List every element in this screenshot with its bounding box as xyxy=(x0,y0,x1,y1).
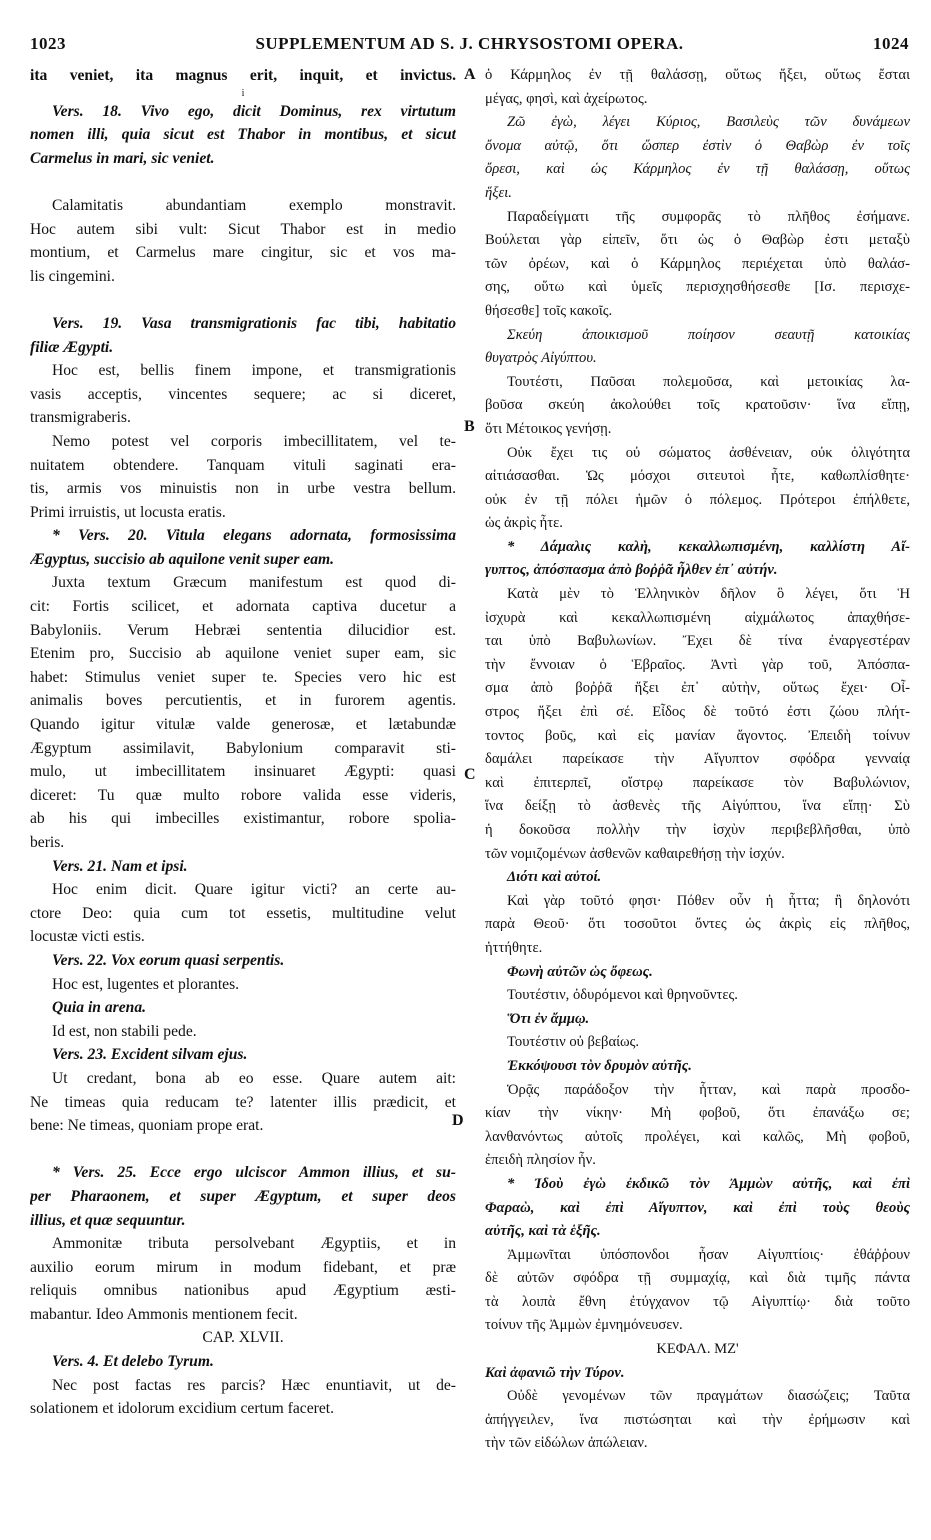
text-line: καὶ ἐπιτερπεῖ, οἴστρῳ παρείκασε τὸν Βαβυλώνιον, xyxy=(485,774,910,791)
text-line: ἰσχυρὰ καὶ κεκαλλωπισμένη αἰχμάλωτος ἀπαχθήσε- xyxy=(485,609,910,626)
text-line: Hoc autem sibi vult: Sicut Thabor est in medio xyxy=(30,220,456,238)
greek-column xyxy=(485,64,910,1456)
text-line: κίαν τὴν νίκην· Μὴ φοβοῦ, ὅτι ἐπανάξω σε; xyxy=(485,1105,910,1122)
text-line: ctore Deo: quia cum tot essetis, multitudine velut xyxy=(30,904,456,922)
text-line: Hoc est, bellis finem impone, et transmigrationis xyxy=(52,362,456,380)
text-line: τὰ λοιπὰ ἔθνη ἐτύγχανον τῷ Αἰγυπτίῳ· διὰ τοῦτο xyxy=(485,1293,910,1310)
text-line: Hoc est, lugentes et plorantes. xyxy=(52,975,240,993)
text-line: Ægyptum assimilavit, Babylonium comparavit sti- xyxy=(30,739,456,757)
text-line: diceret: Tu quæ multo robore valida esse videris, xyxy=(30,786,456,804)
text-line: θήσεσθε] τοῖς κακοῖς. xyxy=(485,302,613,319)
text-line: τῶν ὀρέων, καὶ ὁ Κάρμηλος περιέχεται ὑπὸ θαλάσ- xyxy=(485,255,910,272)
text-line: ita veniet, ita magnus erit, inquit, et invictus. xyxy=(30,67,456,84)
text-line: Quando igitur vitulæ valde generosæ, et lætabundæ xyxy=(30,716,456,734)
verse-heading: * Ἰδοὺ ἐγὼ ἐκδικῶ τὸν Ἀμμὼν αὐτῆς, καὶ ἐπὶ xyxy=(507,1175,910,1192)
verse-heading: Vers. 19. Vasa transmigrationis fac tibi, habitatio xyxy=(52,314,456,332)
text-line: ἡ δοκοῦσα πολλὴν τὴν ἰσχὺν περιβεβλῆσθαι, ὑπὸ xyxy=(485,822,910,838)
spacer xyxy=(30,288,456,312)
text-line: Ὁρᾷς παράδοξον τὴν ἧτταν, καὶ παρὰ προσδο- xyxy=(507,1081,910,1098)
text-line: reliquis omnibus nationibus apud Ægyptium æsti- xyxy=(30,1282,456,1300)
spacer xyxy=(30,1138,456,1162)
text-line: animalis boves percutientis, et in furorem agentis. xyxy=(30,692,456,710)
text-line: i xyxy=(241,87,245,99)
text-line: βοῦσα σκεύη ἀκολούθει τοῖς κρατοῦσιν· ἵνα εἴπῃ, xyxy=(485,397,910,414)
text-line: τοντος βοῦς, καὶ εἰς μανίαν ἄγοντος. Ἐπειδὴ τοίνυν xyxy=(485,727,910,744)
verse-heading: Ἐκκόψουσι τὸν δρυμὸν αὐτῆς. xyxy=(507,1057,692,1074)
verse-text: Quia in arena. xyxy=(52,999,147,1017)
running-header xyxy=(30,34,909,60)
text-line: λανθανόντως αὐτοῖς προλέγει, καὶ καλῶς, Μὴ φοβοῦ, xyxy=(485,1128,910,1145)
text-line: ἀπήγγειλεν, ἵνα πιστώσηται καὶ τὴν ἐρήμωσιν καὶ xyxy=(485,1411,910,1428)
text-line: Τουτέστιν, ὀδυρόμενοι καὶ θρηνοῦντες. xyxy=(507,987,738,1004)
text-line: tis, armis vos minuistis non in urbe vestra bellum. xyxy=(30,480,456,498)
verse-text: ὄνομα αὐτῷ, ὅτι ὥσπερ ἐστὶν ὁ Θαβὼρ ἐν τοῖς xyxy=(485,137,910,154)
text-line: Id est, non stabili pede. xyxy=(52,1022,197,1040)
text-line: mabantur. Ideo Ammonis mentionem fecit. xyxy=(30,1305,298,1323)
text-line: τὴν ἔννοιαν ὁ Ἑβραῖος. Ἀντὶ γὰρ τοῦ, Ἀπόσπα- xyxy=(485,656,910,673)
text-line: δαμάλει παρείκασε τὴν Αἴγυπτον σφόδρα γενναίᾳ xyxy=(485,751,910,768)
text-line: vasis acceptis, vincentes sequere; ac si diceret, xyxy=(30,385,456,403)
page-number-right: 1024 xyxy=(873,34,909,53)
text-line: Ut credant, bona ab eo esse. Quare autem ait: xyxy=(52,1069,456,1087)
text-line: τῶν νομιζομένων ἀσθενῶν καθαιρεθήσῃ τὴν ἰσχύν. xyxy=(485,845,785,862)
verse-text: per Pharaonem, et super Ægyptum, et super deos xyxy=(30,1187,456,1205)
text-line: ab his qui imbecilles existimantur, robore spolia- xyxy=(30,810,456,828)
spacer xyxy=(30,170,456,194)
text-line: σης, οὕτω καὶ ὑμεῖς περισχησθήσεσθε [Ισ. περισχε- xyxy=(485,279,910,296)
text-line: Τουτέστιν οὐ βεβαίως. xyxy=(507,1034,640,1051)
text-line: locustæ victi estis. xyxy=(30,928,145,946)
text-line: Babyloniis. Verum Hebræi sententia dilucidior est. xyxy=(30,621,456,639)
verse-text: nomen illi, quia sicut est Thabor in montibus, et sicut xyxy=(30,126,456,144)
text-line: Hoc enim dicit. Quare igitur victi? an certe au- xyxy=(52,881,456,899)
text-line: lis cingemini. xyxy=(30,267,115,285)
verse-text: Φαραὼ, καὶ ἐπὶ Αἴγυπτον, καὶ ἐπὶ τοὺς θεοὺς xyxy=(485,1199,910,1216)
text-line: αἰτιάσασθαι. Ὡς μόσχοι σιτευτοὶ ἦτε, καθωπλίσθητε· xyxy=(485,468,910,485)
text-line: Primi irruistis, ut locusta eratis. xyxy=(30,503,226,521)
text-line: Οὐκ ἔχει τις οὐ σώματος ἀσθένειαν, οὐκ ὀλιγότητα xyxy=(507,444,910,461)
verse-heading: Vers. 22. Vox eorum quasi serpentis. xyxy=(52,951,285,969)
text-line: Calamitatis abundantiam exemplo monstravit. xyxy=(52,196,456,214)
text-line: Καὶ γὰρ τοῦτό φησι· Πόθεν οὖν ἡ ἧττα; ἢ δηλονότι xyxy=(507,892,910,909)
text-line: μέγας, φησὶ, καὶ ἀχείρωτος. xyxy=(485,90,648,107)
verse-heading: Σκεύη ἀποικισμοῦ ποίησον σεαυτῇ κατοικίας xyxy=(507,326,910,343)
verse-heading: Φωνὴ αὐτῶν ὡς ὄφεως. xyxy=(507,963,653,980)
text-line: mulo, ut imbecillitatem insinuaret Ægypti: quasi xyxy=(30,763,456,781)
text-line: Οὐδὲ γενομένων τῶν πραγμάτων διασώζεις; Ταῦτα xyxy=(507,1388,910,1405)
text-line: bene: Ne timeas, quoniam prope erat. xyxy=(30,1117,264,1135)
text-line: Τουτέστι, Παῦσαι πολεμοῦσα, καὶ μετοικίας λα- xyxy=(507,373,910,390)
text-line: cit: Fortis scilicet, et adornata captiva ducetur a xyxy=(30,598,456,616)
text-line: montium, et Carmelus mare cingitur, sic et vos ma- xyxy=(30,244,456,262)
verse-text: γυπτος, ἀπόσπασμα ἀπὸ βοῤῥᾶ ἦλθεν ἐπ᾽ αὐτήν. xyxy=(485,562,778,579)
text-line: τὴν τῶν εἰδώλων ἀπώλειαν. xyxy=(485,1435,648,1452)
text-line: Juxta textum Græcum manifestum est quod di- xyxy=(52,574,456,592)
text-line: habet: Stimulus veniet super te. Species vero hic est xyxy=(30,668,456,686)
verse-heading: Ζῶ ἐγὼ, λέγει Κύριος, Βασιλεὺς τῶν δυνάμεων xyxy=(507,114,910,131)
text-line: ὡς ἀκρὶς ἦτε. xyxy=(485,515,563,532)
text-line: Ἀμμωνῖται ὑπόσπονδοι ἦσαν Αἰγυπτίοις· ἐθάῤῥουν xyxy=(507,1246,910,1263)
verse-text: Ægyptus, succisio ab aquilone venit super eam. xyxy=(30,550,335,568)
verse-text: Carmelus in mari, sic veniet. xyxy=(30,149,215,167)
text-line: ὁ Κάρμηλος ἐν τῇ θαλάσσῃ, οὕτως ἥξει, οὕτως ἔσται xyxy=(485,67,910,83)
text-line: Κατὰ μὲν τὸ Ἑλληνικὸν δῆλον ὃ λέγει, ὅτι Ἡ xyxy=(507,586,910,603)
verse-text: αὐτῆς, καὶ τὰ ἑξῆς. xyxy=(485,1223,601,1240)
section-marker-a: A xyxy=(464,66,476,83)
text-line: beris. xyxy=(30,834,65,851)
page-number-left: 1023 xyxy=(30,34,66,53)
text-line: Nec post factas res parcis? Hæc enuntiavit, ut de- xyxy=(52,1376,456,1394)
text-line: Etenim pro, Succisio ab aquilone veniet super eam, sic xyxy=(30,645,456,663)
text-line: nuitatem obtendere. Tanquam vituli saginati era- xyxy=(30,456,456,474)
latin-column xyxy=(30,64,456,1421)
text-line: δὲ αὐτῶν σφόδρα τῇ συμμαχίᾳ, καὶ διὰ τιμῆς πάντα xyxy=(485,1270,910,1287)
text-line: Nemo potest vel corporis imbecillitatem, vel te- xyxy=(52,432,456,450)
verse-text: Ὅτι ἐν ἄμμῳ. xyxy=(507,1010,590,1027)
text-line: ἐπειδὴ πλησίον ἦν. xyxy=(485,1152,596,1169)
chapter-heading: ΚΕΦΑΛ. ΜΖ' xyxy=(656,1341,739,1358)
verse-text: ὄρεσι, καὶ ὡς Κάρμηλος ἐν τῇ θαλάσσῃ, οὕτως xyxy=(485,161,910,178)
text-line: Ammonitæ tributa persolvebant Ægyptiis, et in xyxy=(52,1235,456,1253)
text-line: ὅτι Μέτοικος γενήσῃ. xyxy=(485,420,612,437)
text-line: solationem et idolorum excidium certum faceret. xyxy=(30,1400,334,1418)
verse-heading: Καὶ ἀφανιῶ τὴν Τύρον. xyxy=(485,1364,625,1381)
section-marker-b: B xyxy=(464,418,475,435)
verse-heading: * Vers. 25. Ecce ergo ulciscor Ammon illius, et su- xyxy=(52,1164,456,1182)
verse-heading: Vers. 18. Vivo ego, dicit Dominus, rex virtutum xyxy=(52,102,456,120)
verse-text: ἥξει. xyxy=(485,184,512,201)
text-line: Ne timeas quia reducam te? latenter illis prædicit, et xyxy=(30,1093,456,1111)
chapter-heading: CAP. XLVII. xyxy=(202,1329,284,1347)
text-line: ται ὑπὸ Βαβυλωνίων. Ἔχει δὲ τίνα ἐναργεστέραν xyxy=(485,633,910,650)
verse-heading: Vers. 23. Excident silvam ejus. xyxy=(52,1046,248,1064)
verse-text: illius, et quæ sequuntur. xyxy=(30,1211,186,1229)
section-marker-d: D xyxy=(452,1112,464,1129)
text-line: ἵνα δείξῃ τὸ ἀσθενὲς τῆς Αἰγύπτου, ἵνα εἴπῃ· Σὺ xyxy=(485,798,910,815)
text-line: στρος ἥξει ἐπὶ σέ. Εἶδος δὲ τοῦτό ἐστι ζώου πλήτ- xyxy=(485,704,910,721)
text-line: σμα ἀπὸ βοῤῥᾶ ἥξει ἐπ᾽ αὐτὴν, οὕτως ἔχει· Οἶ- xyxy=(485,680,910,697)
text-line: παρὰ Θεοῦ· ὅτι τοσοῦτοι ὄντες ὡς ἀκρὶς εἰς πλῆθος, xyxy=(485,916,910,933)
text-line: Βούλεται γὰρ εἰπεῖν, ὅτι ὡς ὁ Θαβὼρ ἐστι μεταξὺ xyxy=(485,232,910,249)
section-marker-c: C xyxy=(464,766,476,783)
verse-heading: Vers. 21. Nam et ipsi. xyxy=(52,857,188,875)
verse-text: θυγατρὸς Αἰγύπτου. xyxy=(485,350,597,367)
text-line: τοίνυν τῆς Ἀμμὼν ἐμνημόνευσεν. xyxy=(485,1317,683,1334)
verse-heading: Διότι καὶ αὐτοί. xyxy=(507,869,602,886)
verse-heading: * Δάμαλις καλὴ, κεκαλλωπισμένη, καλλίστη Αἴ- xyxy=(507,538,910,555)
text-line: ἡττήθητε. xyxy=(485,939,543,956)
text-line: auxilio eorum mirum in modum fidebant, et præ xyxy=(30,1258,456,1276)
text-line: transmigraberis. xyxy=(30,409,131,427)
verse-text: filiæ Ægypti. xyxy=(30,338,114,356)
verse-heading: Vers. 4. Et delebo Tyrum. xyxy=(52,1353,214,1371)
text-line: οὐκ ἐν τῇ πόλει ἡμῶν ὁ πόλεμος. Πρότεροι ἐπήλθετε, xyxy=(485,491,910,508)
running-title: SUPPLEMENTUM AD S. J. CHRYSOSTOMI OPERA. xyxy=(255,34,684,53)
text-line: Παραδείγματι τῆς συμφορᾶς τὸ πλῆθος ἐσήμανε. xyxy=(507,208,910,225)
verse-heading: * Vers. 20. Vitula elegans adornata, formosissima xyxy=(52,527,456,545)
